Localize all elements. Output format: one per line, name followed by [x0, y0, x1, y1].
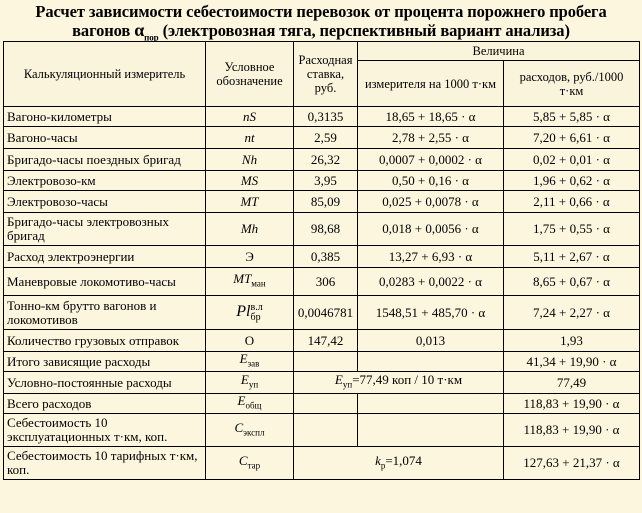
- table-row: Вагоно-часы nt 2,59 2,78 + 2,55 · α 7,20 + 6,61 · α: [4, 127, 640, 149]
- total-row-exploitation: Себестоимость 10 эксплуатационных т·км, коп. $C_{экспл}$ 118,83 + 19,90 · α: [4, 414, 640, 447]
- title-line-2: вагонов $\alpha_{пор}$ (электровозная тяга, перспективный вариант анализа): [72, 20, 570, 43]
- cost-table: [3, 41, 640, 480]
- header-cost-per: расходов, руб./1000 т·км: [504, 61, 640, 107]
- table-row: Бригадо-часы поездных бригад Nh 26,32 0,0007 + 0,0002 · α 0,02 + 0,01 · α: [4, 149, 640, 171]
- table-row: Расход электроэнергии Э 0,385 13,27 + 6,93 · α 5,11 + 2,67 · α: [4, 246, 640, 268]
- header-value: Величина: [358, 42, 640, 61]
- table-row: Электровозо-часы MT 85,09 0,025 + 0,0078 · α 2,11 + 0,66 · α: [4, 191, 640, 213]
- header-meter-per: измерителя на 1000 т·км: [358, 61, 504, 107]
- header-meter: Калькуляционный измеритель: [4, 42, 206, 107]
- total-row-dependent: Итого зависящие расходы $E_{зав}$ 41,34 + 19,90 · α: [4, 352, 640, 372]
- table-row: Электровозо-км MS 3,95 0,50 + 0,16 · α 1,96 + 0,62 · α: [4, 171, 640, 191]
- header-rate: Расходная ставка, руб.: [294, 42, 358, 107]
- table-row: Маневровые локомотиво-часы $MT_{ман}$ 306 0,0283 + 0,0022 · α 8,65 + 0,67 · α: [4, 268, 640, 296]
- table-row: Количество грузовых отправок O 147,42 0,013 1,93: [4, 330, 640, 352]
- header-symbol: Условное обозначение: [206, 42, 294, 107]
- total-row-all: Всего расходов $E_{общ}$ 118,83 + 19,90 · α: [4, 394, 640, 414]
- table-row: Тонно-км брутто вагонов и локомотивов Pl в.л бр 0,0046781 1548,51 + 485,70 · α 7,24 + 2,27 · α: [4, 296, 640, 330]
- total-row-tariff: Себестоимость 10 тарифных т·км, коп. $C_{тар}$ $k_р=1,074$ 127,63 + 21,37 · α: [4, 447, 640, 480]
- title-line-1: Расчет зависимости себестоимости перевозок от процента порожнего пробега: [35, 2, 607, 21]
- document-title: [0, 0, 642, 41]
- table-row: Вагоно-километры nS 0,3135 18,65 + 18,65 · α 5,85 + 5,85 · α: [4, 107, 640, 127]
- table-row: Бригадо-часы электровозных бригад Mh 98,68 0,018 + 0,0056 · α 1,75 + 0,55 · α: [4, 213, 640, 246]
- total-row-fixed: Условно-постоянные расходы $E_{уп}$ $E_{уп}=77,49$ коп / 10 т·км 77,49: [4, 372, 640, 394]
